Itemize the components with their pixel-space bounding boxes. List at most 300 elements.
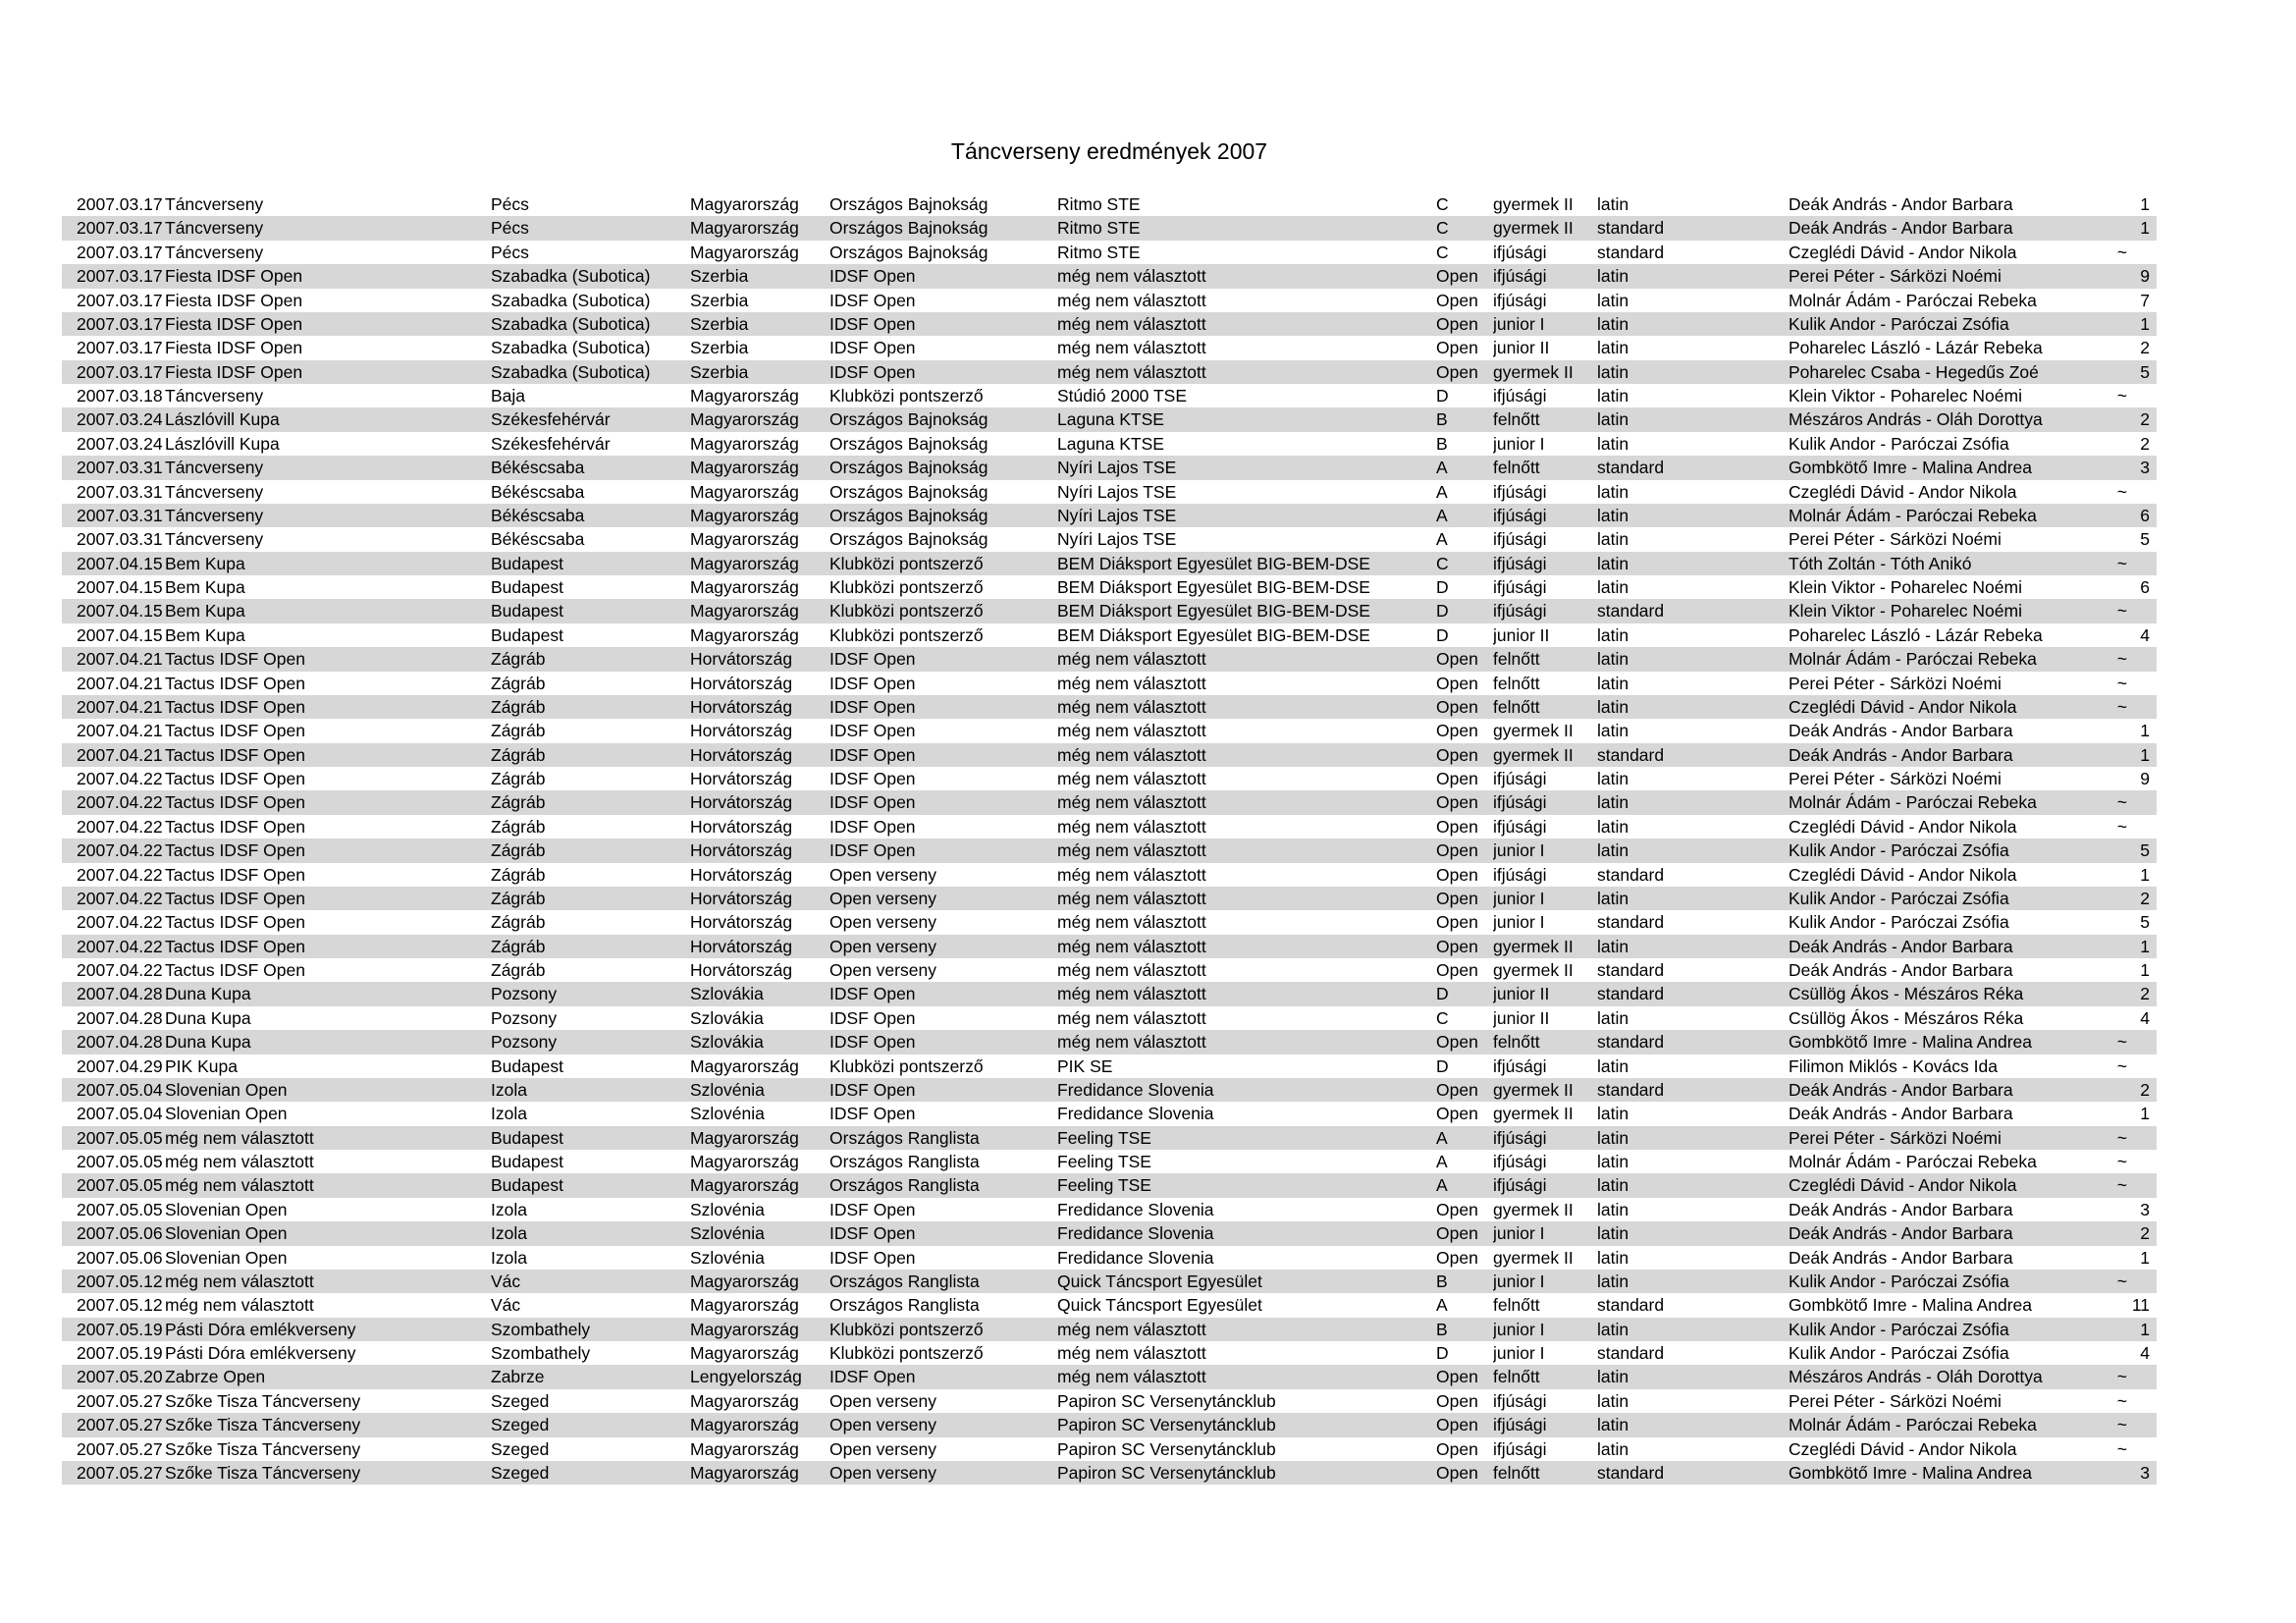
cell-city: Budapest	[491, 553, 563, 573]
cell-event	[62, 384, 491, 407]
cell-age-group: junior I	[1493, 313, 1545, 334]
cell-couple: Gombkötő Imre - Malina Andrea	[1789, 1462, 2033, 1483]
cell-class: Open	[1436, 792, 1478, 813]
cell-competition-type: IDSF Open	[829, 361, 916, 382]
cell-event-name: Fiesta IDSF Open	[165, 313, 303, 334]
cell-couple: Molnár Ádám - Paróczai Rebeka	[1789, 1415, 2037, 1435]
cell-country: Magyarország	[690, 386, 799, 406]
cell-age-group: ifjúsági	[1493, 553, 1547, 573]
cell-placement: ~	[2116, 649, 2127, 670]
cell-city: Pozsony	[491, 1007, 558, 1028]
cell-style: standard	[1597, 1032, 1665, 1053]
table-row	[62, 552, 2157, 575]
cell-style: latin	[1597, 1223, 1629, 1244]
cell-event	[62, 1150, 491, 1173]
cell-event-name: Tactus IDSF Open	[165, 744, 305, 765]
table-row	[62, 527, 2157, 551]
cell-club: még nem választott	[1057, 1032, 1206, 1053]
cell-class: D	[1436, 386, 1449, 406]
cell-country: Horvátország	[690, 721, 793, 741]
cell-couple: Deák András - Andor Barbara	[1789, 1223, 2013, 1244]
cell-class: Open	[1436, 266, 1478, 287]
table-row	[62, 887, 2157, 910]
cell-event-name: Tactus IDSF Open	[165, 769, 305, 788]
cell-event	[62, 767, 491, 790]
cell-event-name: Szőke Tisza Táncverseny	[165, 1462, 361, 1483]
cell-date: 2007.04.15	[77, 624, 163, 645]
cell-placement: ~	[2116, 242, 2127, 262]
cell-couple: Mészáros András - Oláh Dorottya	[1789, 1367, 2043, 1387]
table-row	[62, 264, 2157, 288]
cell-competition-type: IDSF Open	[829, 816, 916, 837]
cell-event	[62, 1270, 491, 1293]
cell-date: 2007.04.22	[77, 888, 163, 908]
cell-style: latin	[1597, 361, 1629, 382]
cell-placement: 1	[2140, 218, 2150, 239]
cell-city: Szombathely	[491, 1343, 591, 1363]
cell-date: 2007.05.05	[77, 1199, 163, 1219]
cell-country: Magyarország	[690, 409, 799, 430]
cell-class: Open	[1436, 840, 1478, 861]
cell-class: Open	[1436, 1032, 1478, 1053]
cell-class: Open	[1436, 1079, 1478, 1100]
cell-country: Magyarország	[690, 1271, 799, 1291]
cell-style: latin	[1597, 266, 1629, 287]
table-row	[62, 863, 2157, 887]
cell-country: Szlovénia	[690, 1079, 765, 1100]
cell-couple: Deák András - Andor Barbara	[1789, 1079, 2013, 1100]
cell-age-group: gyermek II	[1493, 1104, 1574, 1124]
table-row	[62, 1173, 2157, 1197]
cell-date: 2007.05.06	[77, 1247, 163, 1268]
table-row	[62, 719, 2157, 742]
cell-date: 2007.03.31	[77, 529, 163, 550]
cell-competition-type: IDSF Open	[829, 1367, 916, 1387]
cell-event-name: még nem választott	[165, 1295, 314, 1316]
cell-country: Magyarország	[690, 601, 799, 622]
cell-class: C	[1436, 194, 1449, 214]
cell-club: Nyíri Lajos TSE	[1057, 505, 1177, 525]
cell-class: C	[1436, 553, 1449, 573]
cell-club: Fredidance Slovenia	[1057, 1079, 1214, 1100]
cell-country: Magyarország	[690, 1438, 799, 1459]
cell-age-group: junior II	[1493, 624, 1550, 645]
cell-club: még nem választott	[1057, 1343, 1206, 1363]
cell-placement: 1	[2140, 194, 2150, 214]
cell-city: Budapest	[491, 601, 563, 622]
cell-country: Horvátország	[690, 769, 793, 788]
cell-date: 2007.05.20	[77, 1367, 163, 1387]
cell-event-name: Bem Kupa	[165, 577, 245, 597]
cell-competition-type: Open verseny	[829, 1390, 936, 1411]
cell-city: Szabadka (Subotica)	[491, 338, 651, 358]
cell-event-name: Tactus IDSF Open	[165, 936, 305, 956]
cell-style: latin	[1597, 433, 1629, 454]
cell-placement: ~	[2116, 1390, 2127, 1411]
cell-competition-type: IDSF Open	[829, 769, 916, 788]
cell-competition-type: IDSF Open	[829, 1079, 916, 1100]
cell-country: Horvátország	[690, 816, 793, 837]
cell-event	[62, 623, 491, 647]
cell-competition-type: IDSF Open	[829, 1247, 916, 1268]
cell-country: Horvátország	[690, 792, 793, 813]
cell-date: 2007.05.19	[77, 1343, 163, 1363]
cell-couple: Molnár Ádám - Paróczai Rebeka	[1789, 649, 2037, 670]
cell-couple: Perei Péter - Sárközi Noémi	[1789, 769, 2002, 788]
table-row	[62, 480, 2157, 504]
cell-country: Horvátország	[690, 912, 793, 933]
cell-event-name: Lászlóvill Kupa	[165, 433, 280, 454]
cell-event-name: Tactus IDSF Open	[165, 696, 305, 717]
cell-event-name: Szőke Tisza Táncverseny	[165, 1438, 361, 1459]
cell-city: Budapest	[491, 1175, 563, 1196]
cell-placement: 5	[2140, 361, 2150, 382]
cell-placement: ~	[2116, 1271, 2127, 1291]
cell-couple: Poharelec Csaba - Hegedűs Zoé	[1789, 361, 2039, 382]
cell-style: latin	[1597, 194, 1629, 214]
cell-city: Zágráb	[491, 936, 546, 956]
table-row	[62, 1078, 2157, 1102]
cell-couple: Perei Péter - Sárközi Noémi	[1789, 673, 2002, 693]
cell-event-name: Táncverseny	[165, 505, 264, 525]
cell-city: Pozsony	[491, 1032, 558, 1053]
cell-class: C	[1436, 242, 1449, 262]
cell-event	[62, 1221, 491, 1245]
cell-placement: ~	[2116, 386, 2127, 406]
cell-club: Laguna KTSE	[1057, 433, 1164, 454]
cell-club: még nem választott	[1057, 1319, 1206, 1339]
cell-event	[62, 1293, 491, 1317]
cell-country: Horvátország	[690, 864, 793, 885]
cell-age-group: gyermek II	[1493, 1079, 1574, 1100]
cell-couple: Molnár Ádám - Paróczai Rebeka	[1789, 290, 2037, 310]
cell-date: 2007.03.31	[77, 481, 163, 502]
cell-event	[62, 935, 491, 958]
cell-event-name: Fiesta IDSF Open	[165, 361, 303, 382]
cell-style: latin	[1597, 529, 1629, 550]
cell-placement: 9	[2140, 266, 2150, 287]
cell-city: Zágráb	[491, 960, 546, 980]
cell-couple: Deák András - Andor Barbara	[1789, 1199, 2013, 1219]
cell-club: Nyíri Lajos TSE	[1057, 481, 1177, 502]
cell-club: még nem választott	[1057, 864, 1206, 885]
cell-placement: 2	[2140, 984, 2150, 1004]
cell-class: Open	[1436, 673, 1478, 693]
table-row	[62, 743, 2157, 767]
cell-event-name: Tactus IDSF Open	[165, 840, 305, 861]
cell-style: standard	[1597, 218, 1665, 239]
cell-couple: Molnár Ádám - Paróczai Rebeka	[1789, 505, 2037, 525]
cell-class: B	[1436, 409, 1448, 430]
cell-country: Magyarország	[690, 194, 799, 214]
cell-date: 2007.03.17	[77, 194, 163, 214]
cell-age-group: ifjúsági	[1493, 529, 1547, 550]
cell-event-name: Tactus IDSF Open	[165, 721, 305, 741]
cell-style: latin	[1597, 816, 1629, 837]
cell-country: Magyarország	[690, 553, 799, 573]
cell-club: még nem választott	[1057, 840, 1206, 861]
cell-style: standard	[1597, 242, 1665, 262]
cell-style: latin	[1597, 721, 1629, 741]
cell-competition-type: IDSF Open	[829, 1007, 916, 1028]
cell-age-group: ifjúsági	[1493, 792, 1547, 813]
cell-club: Stúdió 2000 TSE	[1057, 386, 1187, 406]
page-title: Táncverseny eredmények 2007	[950, 138, 1268, 164]
cell-city: Pozsony	[491, 984, 558, 1004]
cell-placement: 3	[2140, 458, 2150, 478]
cell-event	[62, 241, 491, 264]
cell-city: Székesfehérvár	[491, 433, 611, 454]
cell-class: A	[1436, 481, 1448, 502]
cell-date: 2007.05.27	[77, 1415, 163, 1435]
cell-city: Szabadka (Subotica)	[491, 313, 651, 334]
cell-country: Magyarország	[690, 529, 799, 550]
cell-date: 2007.05.05	[77, 1127, 163, 1148]
cell-couple: Kulik Andor - Paróczai Zsófia	[1789, 1271, 2009, 1291]
cell-age-group: junior I	[1493, 433, 1545, 454]
cell-date: 2007.03.17	[77, 313, 163, 334]
cell-competition-type: Open verseny	[829, 1462, 936, 1483]
cell-city: Szabadka (Subotica)	[491, 361, 651, 382]
cell-date: 2007.04.28	[77, 1007, 163, 1028]
table-row	[62, 982, 2157, 1005]
cell-city: Vác	[491, 1271, 521, 1291]
cell-club: még nem választott	[1057, 290, 1206, 310]
cell-city: Zágráb	[491, 769, 546, 788]
cell-style: standard	[1597, 458, 1665, 478]
cell-country: Magyarország	[690, 481, 799, 502]
cell-class: C	[1436, 1007, 1449, 1028]
cell-club: még nem választott	[1057, 649, 1206, 670]
cell-city: Szeged	[491, 1438, 550, 1459]
cell-style: standard	[1597, 601, 1665, 622]
cell-club: BEM Diáksport Egyesület BIG-BEM-DSE	[1057, 624, 1370, 645]
cell-country: Magyarország	[690, 505, 799, 525]
cell-event	[62, 672, 491, 695]
cell-age-group: ifjúsági	[1493, 266, 1547, 287]
cell-style: latin	[1597, 338, 1629, 358]
cell-placement: 2	[2140, 409, 2150, 430]
cell-competition-type: Klubközi pontszerző	[829, 1319, 984, 1339]
cell-event	[62, 910, 491, 934]
cell-club: Laguna KTSE	[1057, 409, 1164, 430]
cell-event	[62, 432, 491, 456]
cell-style: latin	[1597, 1367, 1629, 1387]
cell-date: 2007.03.17	[77, 242, 163, 262]
cell-city: Budapest	[491, 577, 563, 597]
cell-age-group: junior II	[1493, 1007, 1550, 1028]
cell-placement: 1	[2140, 1247, 2150, 1268]
cell-competition-type: Országos Bajnokság	[829, 242, 988, 262]
cell-city: Zágráb	[491, 816, 546, 837]
cell-event-name: Szőke Tisza Táncverseny	[165, 1390, 361, 1411]
cell-club: Nyíri Lajos TSE	[1057, 458, 1177, 478]
cell-competition-type: Országos Bajnokság	[829, 529, 988, 550]
table-row	[62, 312, 2157, 336]
cell-competition-type: Open verseny	[829, 888, 936, 908]
cell-couple: Mészáros András - Oláh Dorottya	[1789, 409, 2043, 430]
cell-event-name: Slovenian Open	[165, 1247, 288, 1268]
cell-date: 2007.05.27	[77, 1462, 163, 1483]
cell-style: latin	[1597, 481, 1629, 502]
cell-club: még nem választott	[1057, 816, 1206, 837]
cell-event-name: Tactus IDSF Open	[165, 673, 305, 693]
cell-class: Open	[1436, 1199, 1478, 1219]
cell-competition-type: IDSF Open	[829, 696, 916, 717]
cell-date: 2007.03.17	[77, 266, 163, 287]
cell-style: latin	[1597, 624, 1629, 645]
cell-age-group: felnőtt	[1493, 1462, 1540, 1483]
cell-country: Szlovákia	[690, 984, 764, 1004]
cell-placement: 1	[2140, 936, 2150, 956]
cell-couple: Molnár Ádám - Paróczai Rebeka	[1789, 1152, 2037, 1171]
cell-class: Open	[1436, 912, 1478, 933]
cell-couple: Csüllög Ákos - Mészáros Réka	[1789, 984, 2024, 1004]
cell-placement: ~	[2116, 792, 2127, 813]
cell-placement: 1	[2140, 721, 2150, 741]
cell-couple: Klein Viktor - Poharelec Noémi	[1789, 577, 2022, 597]
cell-placement: 1	[2140, 864, 2150, 885]
cell-class: D	[1436, 1055, 1449, 1076]
cell-date: 2007.05.06	[77, 1223, 163, 1244]
cell-club: még nem választott	[1057, 984, 1206, 1004]
table-row	[62, 815, 2157, 839]
cell-event	[62, 887, 491, 910]
cell-date: 2007.05.27	[77, 1390, 163, 1411]
cell-city: Szeged	[491, 1415, 550, 1435]
table-row	[62, 695, 2157, 719]
cell-placement: 1	[2140, 313, 2150, 334]
cell-city: Baja	[491, 386, 526, 406]
cell-class: A	[1436, 1295, 1448, 1316]
cell-age-group: ifjúsági	[1493, 1127, 1547, 1148]
cell-placement: 6	[2140, 505, 2150, 525]
cell-placement: ~	[2116, 1175, 2127, 1196]
cell-competition-type: Klubközi pontszerző	[829, 1055, 984, 1076]
cell-competition-type: Országos Bajnokság	[829, 458, 988, 478]
cell-placement: ~	[2116, 553, 2127, 573]
cell-date: 2007.03.17	[77, 290, 163, 310]
cell-country: Magyarország	[690, 1390, 799, 1411]
cell-city: Zágráb	[491, 649, 546, 670]
cell-competition-type: IDSF Open	[829, 1199, 916, 1219]
cell-competition-type: Országos Ranglista	[829, 1175, 980, 1196]
cell-couple: Deák András - Andor Barbara	[1789, 721, 2013, 741]
cell-country: Horvátország	[690, 840, 793, 861]
cell-placement: 1	[2140, 1104, 2150, 1124]
cell-placement: ~	[2116, 1415, 2127, 1435]
cell-age-group: gyermek II	[1493, 1247, 1574, 1268]
cell-club: Feeling TSE	[1057, 1152, 1151, 1171]
cell-age-group: felnőtt	[1493, 409, 1540, 430]
table-row	[62, 1102, 2157, 1125]
cell-event-name: Bem Kupa	[165, 624, 245, 645]
cell-age-group: ifjúsági	[1493, 1390, 1547, 1411]
table-row	[62, 1150, 2157, 1173]
cell-style: latin	[1597, 1199, 1629, 1219]
cell-date: 2007.04.15	[77, 577, 163, 597]
cell-age-group: felnőtt	[1493, 1295, 1540, 1316]
cell-event	[62, 1006, 491, 1030]
cell-age-group: ifjúsági	[1493, 769, 1547, 788]
cell-city: Szeged	[491, 1390, 550, 1411]
cell-competition-type: IDSF Open	[829, 338, 916, 358]
table-row	[62, 767, 2157, 790]
cell-competition-type: IDSF Open	[829, 792, 916, 813]
cell-date: 2007.03.24	[77, 433, 163, 454]
cell-competition-type: Open verseny	[829, 1438, 936, 1459]
cell-event-name: Szőke Tisza Táncverseny	[165, 1415, 361, 1435]
cell-class: Open	[1436, 960, 1478, 980]
table-row	[62, 958, 2157, 982]
table-row	[62, 432, 2157, 456]
cell-competition-type: IDSF Open	[829, 840, 916, 861]
cell-style: standard	[1597, 912, 1665, 933]
cell-couple: Gombkötő Imre - Malina Andrea	[1789, 1295, 2033, 1316]
cell-style: latin	[1597, 1271, 1629, 1291]
cell-couple: Deák András - Andor Barbara	[1789, 218, 2013, 239]
cell-couple: Poharelec László - Lázár Rebeka	[1789, 338, 2043, 358]
cell-placement: 5	[2140, 912, 2150, 933]
table-row	[62, 1413, 2157, 1436]
cell-event-name: még nem választott	[165, 1175, 314, 1196]
cell-city: Békéscsaba	[491, 481, 585, 502]
cell-city: Izola	[491, 1199, 527, 1219]
cell-age-group: junior I	[1493, 840, 1545, 861]
cell-country: Szlovénia	[690, 1104, 765, 1124]
cell-event	[62, 456, 491, 479]
table-row	[62, 216, 2157, 240]
cell-class: Open	[1436, 338, 1478, 358]
cell-style: latin	[1597, 696, 1629, 717]
cell-class: Open	[1436, 936, 1478, 956]
cell-couple: Deák András - Andor Barbara	[1789, 744, 2013, 765]
cell-class: Open	[1436, 721, 1478, 741]
table-row	[62, 910, 2157, 934]
cell-placement: 4	[2140, 624, 2150, 645]
cell-club: még nem választott	[1057, 769, 1206, 788]
cell-class: Open	[1436, 744, 1478, 765]
cell-competition-type: IDSF Open	[829, 290, 916, 310]
cell-age-group: ifjúsági	[1493, 505, 1547, 525]
cell-date: 2007.03.17	[77, 361, 163, 382]
cell-country: Magyarország	[690, 218, 799, 239]
cell-couple: Kulik Andor - Paróczai Zsófia	[1789, 840, 2009, 861]
cell-placement: 5	[2140, 840, 2150, 861]
cell-event-name: Táncverseny	[165, 194, 264, 214]
cell-style: latin	[1597, 769, 1629, 788]
cell-event	[62, 647, 491, 671]
cell-couple: Kulik Andor - Paróczai Zsófia	[1789, 912, 2009, 933]
cell-club: BEM Diáksport Egyesület BIG-BEM-DSE	[1057, 553, 1370, 573]
cell-date: 2007.04.22	[77, 816, 163, 837]
cell-couple: Kulik Andor - Paróczai Zsófia	[1789, 1343, 2009, 1363]
cell-competition-type: Országos Bajnokság	[829, 505, 988, 525]
cell-event	[62, 1126, 491, 1150]
cell-date: 2007.05.12	[77, 1295, 163, 1316]
cell-country: Horvátország	[690, 960, 793, 980]
cell-age-group: ifjúsági	[1493, 577, 1547, 597]
table-row	[62, 384, 2157, 407]
table-row	[62, 790, 2157, 814]
cell-couple: Czeglédi Dávid - Andor Nikola	[1789, 864, 2017, 885]
cell-style: latin	[1597, 1319, 1629, 1339]
cell-club: még nem választott	[1057, 361, 1206, 382]
cell-competition-type: Klubközi pontszerző	[829, 624, 984, 645]
cell-date: 2007.05.04	[77, 1079, 163, 1100]
cell-country: Magyarország	[690, 577, 799, 597]
cell-competition-type: Klubközi pontszerző	[829, 601, 984, 622]
